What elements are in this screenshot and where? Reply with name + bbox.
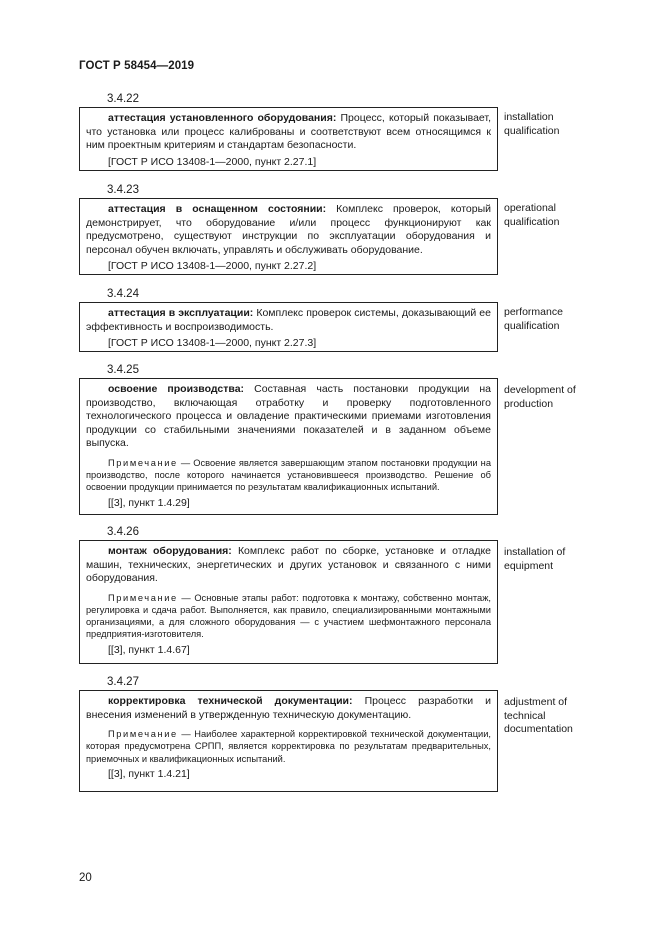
term-reference: [[3], пункт 1.4.21] (108, 767, 190, 780)
term-definition: Комплекс проверок, который демонстрирует, что оборудование и/или процесс функционируют как предусмотрено, существуют инструкции по эксплуатации оборудования и персонал обучен включать, управлять и обслуживать оборудование. (86, 203, 491, 256)
term-reference: [ГОСТ Р ИСО 13408-1—2000, пункт 2.27.1] (108, 155, 317, 168)
term-definition: Составная часть постановки продукции на производство, включающая отработку и проверку подготовленного технологического процесса и овладение практическими приемами изготовления продукции со стабильными значениями показателей и в заданном объеме выпуска. (86, 383, 491, 450)
term-definition-box (79, 302, 498, 352)
term-number: 3.4.23 (107, 184, 139, 196)
page-number: 20 (79, 872, 92, 884)
term-note (86, 728, 491, 765)
term-definition: Комплекс работ по сборке, установке и отладке машин, технических, энергетических и других установок и связанного с ними оборудования. (86, 545, 492, 585)
term-title: освоение производства: (108, 383, 245, 395)
term-english: installation of equipment (504, 546, 566, 572)
term-title: корректировка технической документации: (108, 695, 353, 707)
term-english: performance qualification (504, 306, 563, 332)
term-reference: [[3], пункт 1.4.29] (108, 496, 190, 509)
term-definition-box (79, 540, 498, 664)
term-definition-box (79, 690, 498, 792)
term-english: adjustment of technical documentation (504, 696, 573, 736)
term-number: 3.4.22 (107, 93, 139, 105)
term-definition: Процесс разработки и внесения изменений в утвержденную техническую документацию. (86, 695, 491, 721)
term-title: аттестация в эксплуатации: (108, 307, 254, 319)
document-header: ГОСТ Р 58454—2019 (79, 60, 195, 72)
term-title: монтаж оборудования: (108, 545, 232, 557)
term-title: аттестация установленного оборудования: (108, 112, 337, 124)
note-label: Примечание (108, 729, 178, 740)
term-definition: Комплекс проверок системы, доказывающий ее эффективность и воспроизводимость. (86, 307, 491, 333)
term-english: operational qualification (504, 202, 560, 228)
term-title: аттестация в оснащенном состоянии: (108, 203, 327, 215)
term-note (86, 457, 491, 494)
note-text: — Освоение является завершающим этапом постановки продукции на производство, после которого начинается установившееся производство. Решение об освоении продукции принимается по результатам квалификационных испытаний. (86, 457, 491, 493)
note-label: Примечание (108, 592, 178, 603)
term-english: development of production (504, 384, 576, 410)
term-number: 3.4.24 (107, 288, 139, 300)
term-note (86, 592, 491, 641)
term-definition-box (79, 198, 498, 275)
term-reference: [ГОСТ Р ИСО 13408-1—2000, пункт 2.27.3] (108, 337, 317, 350)
term-number: 3.4.26 (107, 526, 139, 538)
term-definition: Процесс, который показывает, что установка или процесс калиброваны и соответствуют всем относящимся к ним проектным критериям и стандартам безопасности. (86, 112, 491, 152)
term-english: installation qualification (504, 111, 560, 137)
note-text: — Основные этапы работ: подготовка к монтажу, собственно монтаж, регулировка и сдача работ. Выполняется, как правило, специализированными монтажными организациями, а для сложного оборудования — с участием шефмонтажного персонала предприятия-изготовителя. (86, 592, 491, 640)
term-reference: [ГОСТ Р ИСО 13408-1—2000, пункт 2.27.2] (108, 260, 317, 273)
term-number: 3.4.25 (107, 364, 139, 376)
term-definition-box (79, 378, 498, 515)
note-text: — Наиболее характерной корректировкой технической документации, которая предусмотрена СРПП, является корректировка по результатам предварительных, приемочных и квалификационных испытаний. (86, 729, 491, 764)
term-number: 3.4.27 (107, 676, 139, 688)
note-label: Примечание (108, 457, 178, 468)
term-definition-box (79, 107, 498, 171)
term-reference: [[3], пункт 1.4.67] (108, 643, 190, 656)
